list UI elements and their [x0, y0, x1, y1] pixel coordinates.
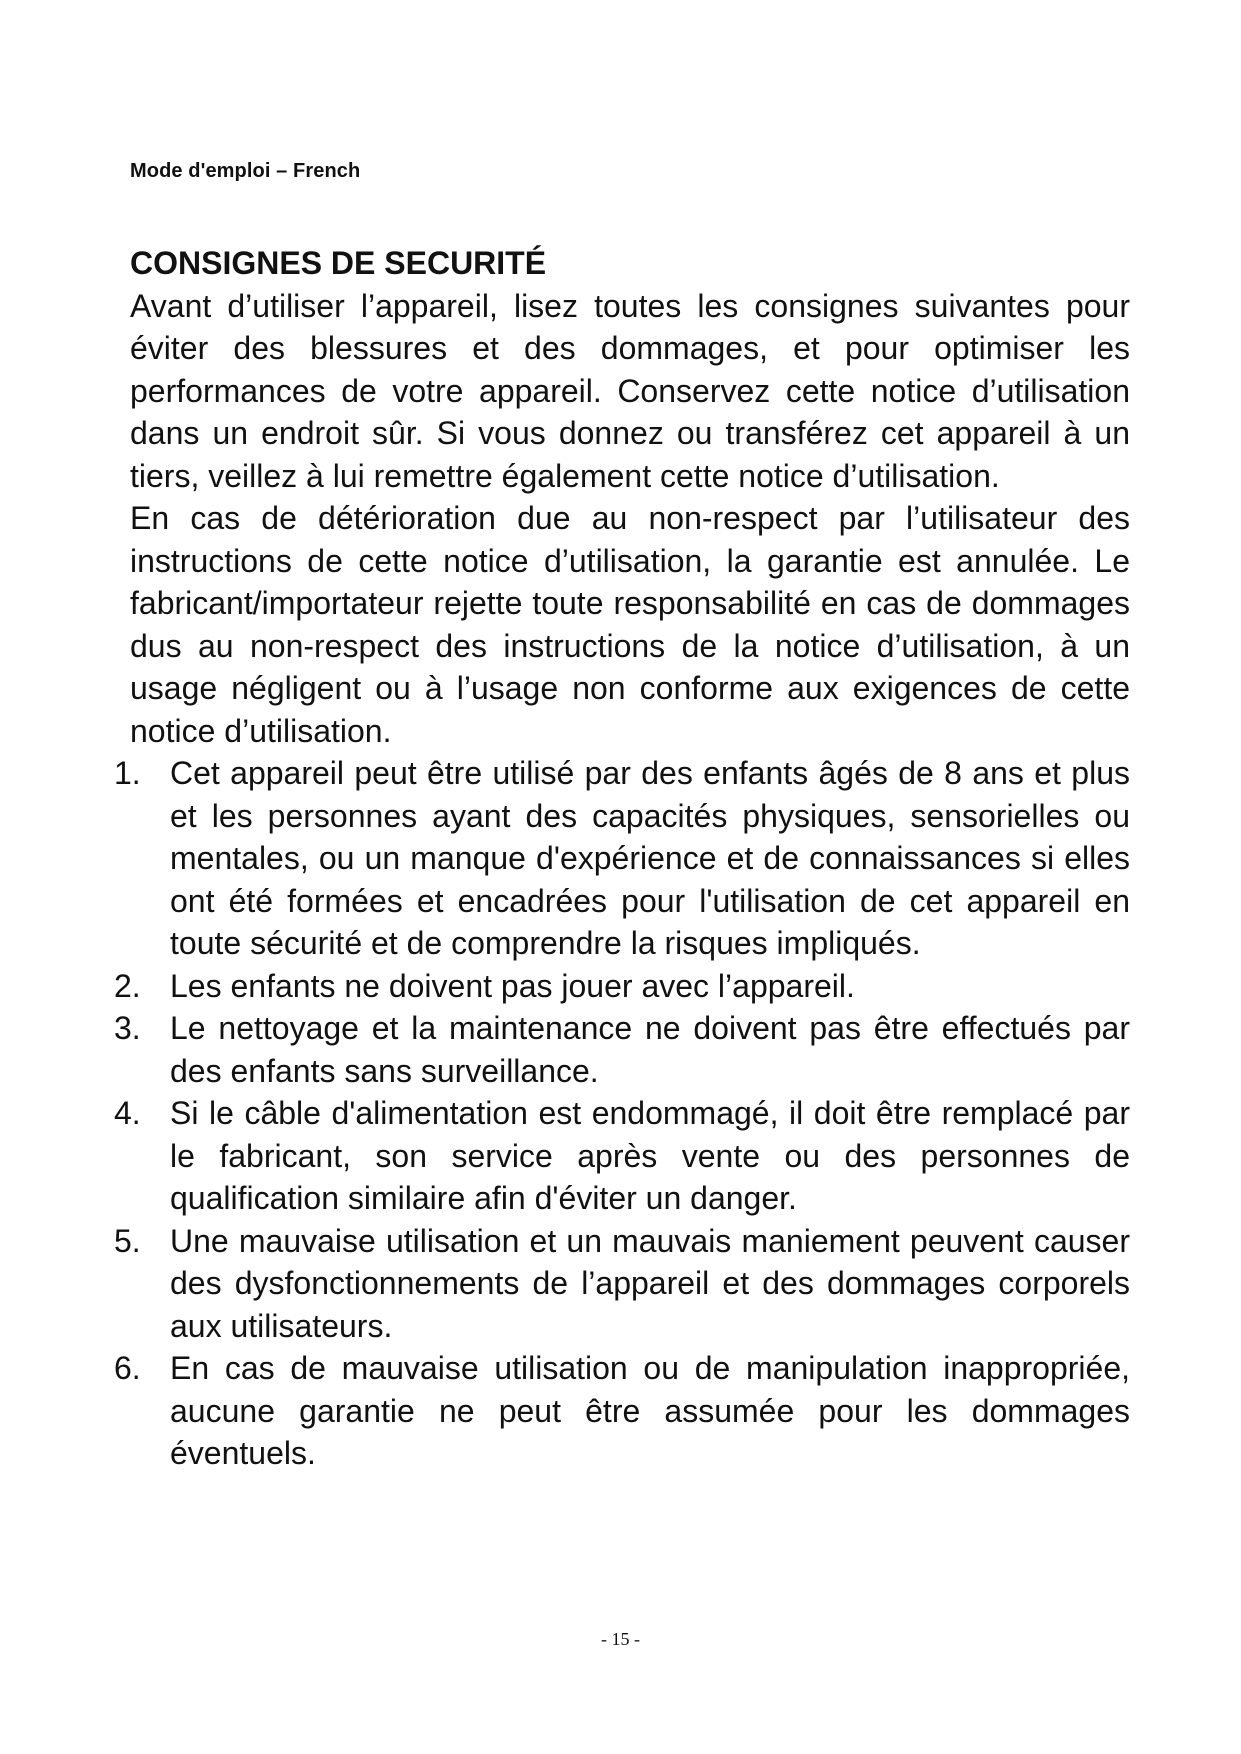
list-item	[114, 1092, 1130, 1220]
list-item	[114, 1007, 1130, 1092]
list-item-number: 3.	[114, 1010, 141, 1046]
list-item-text: Le nettoyage et la maintenance ne doivent pas être effectués par des enfants sans surveillance.	[170, 1010, 1130, 1089]
list-item-number: 1.	[114, 755, 141, 791]
document-header: Mode d'emploi – French	[130, 160, 361, 182]
list-item-text: Une mauvaise utilisation et un mauvais maniement peuvent causer des dysfonctionnements de l’appareil et des dommages corporels aux utilisateurs.	[170, 1222, 1130, 1344]
list-item	[114, 1347, 1130, 1475]
list-item-number: 4.	[114, 1095, 141, 1131]
list-item-number: 6.	[114, 1350, 141, 1386]
list-item-number: 5.	[114, 1222, 141, 1259]
list-item-text: En cas de mauvaise utilisation ou de manipulation inappropriée, aucune garantie ne peut être assumée pour les dommages éventuels.	[170, 1350, 1130, 1471]
warranty-paragraph: En cas de détérioration due au non-respect par l’utilisateur des instructions de cette notice d’utilisation, la garantie est annulée. Le fabricant/importateur rejette toute responsabilité en cas de dommages dus au non-respect des instructions de la notice d’utilisation, à un usage négligent ou à l’usage non conforme aux exigences de cette notice d’utilisation.	[130, 500, 1130, 749]
list-item	[114, 965, 1130, 1008]
list-item	[114, 1220, 1130, 1348]
page-number: - 15 -	[601, 1629, 640, 1649]
list-item-text: Cet appareil peut être utilisé par des enfants âgés de 8 ans et plus et les personnes ayant des capacités physiques, sensorielles ou mentales, ou un manque d'expérience et de connaissances si elles ont été formées et encadrées pour l'utilisation de cet appareil en toute sécurité et de comprendre la risques impliqués.	[170, 755, 1130, 961]
list-item	[114, 752, 1130, 965]
section-title: CONSIGNES DE SECURITÉ	[130, 245, 547, 281]
safety-instructions-list	[114, 752, 1130, 1475]
list-item-text: Les enfants ne doivent pas jouer avec l’appareil.	[170, 967, 855, 1004]
document-content	[114, 242, 1130, 1475]
list-item-text: Si le câble d'alimentation est endommagé, il doit être remplacé par le fabricant, son service après vente ou des personnes de qualification similaire afin d'éviter un danger.	[170, 1095, 1130, 1216]
list-item-number: 2.	[114, 967, 141, 1004]
intro-paragraph: Avant d’utiliser l’appareil, lisez toutes les consignes suivantes pour éviter des blessures et des dommages, et pour optimiser les performances de votre appareil. Conservez cette notice d’utilisation dans un endroit sûr. Si vous donnez ou transférez cet appareil à un tiers, veillez à lui remettre également cette notice d’utilisation.	[130, 287, 1130, 494]
